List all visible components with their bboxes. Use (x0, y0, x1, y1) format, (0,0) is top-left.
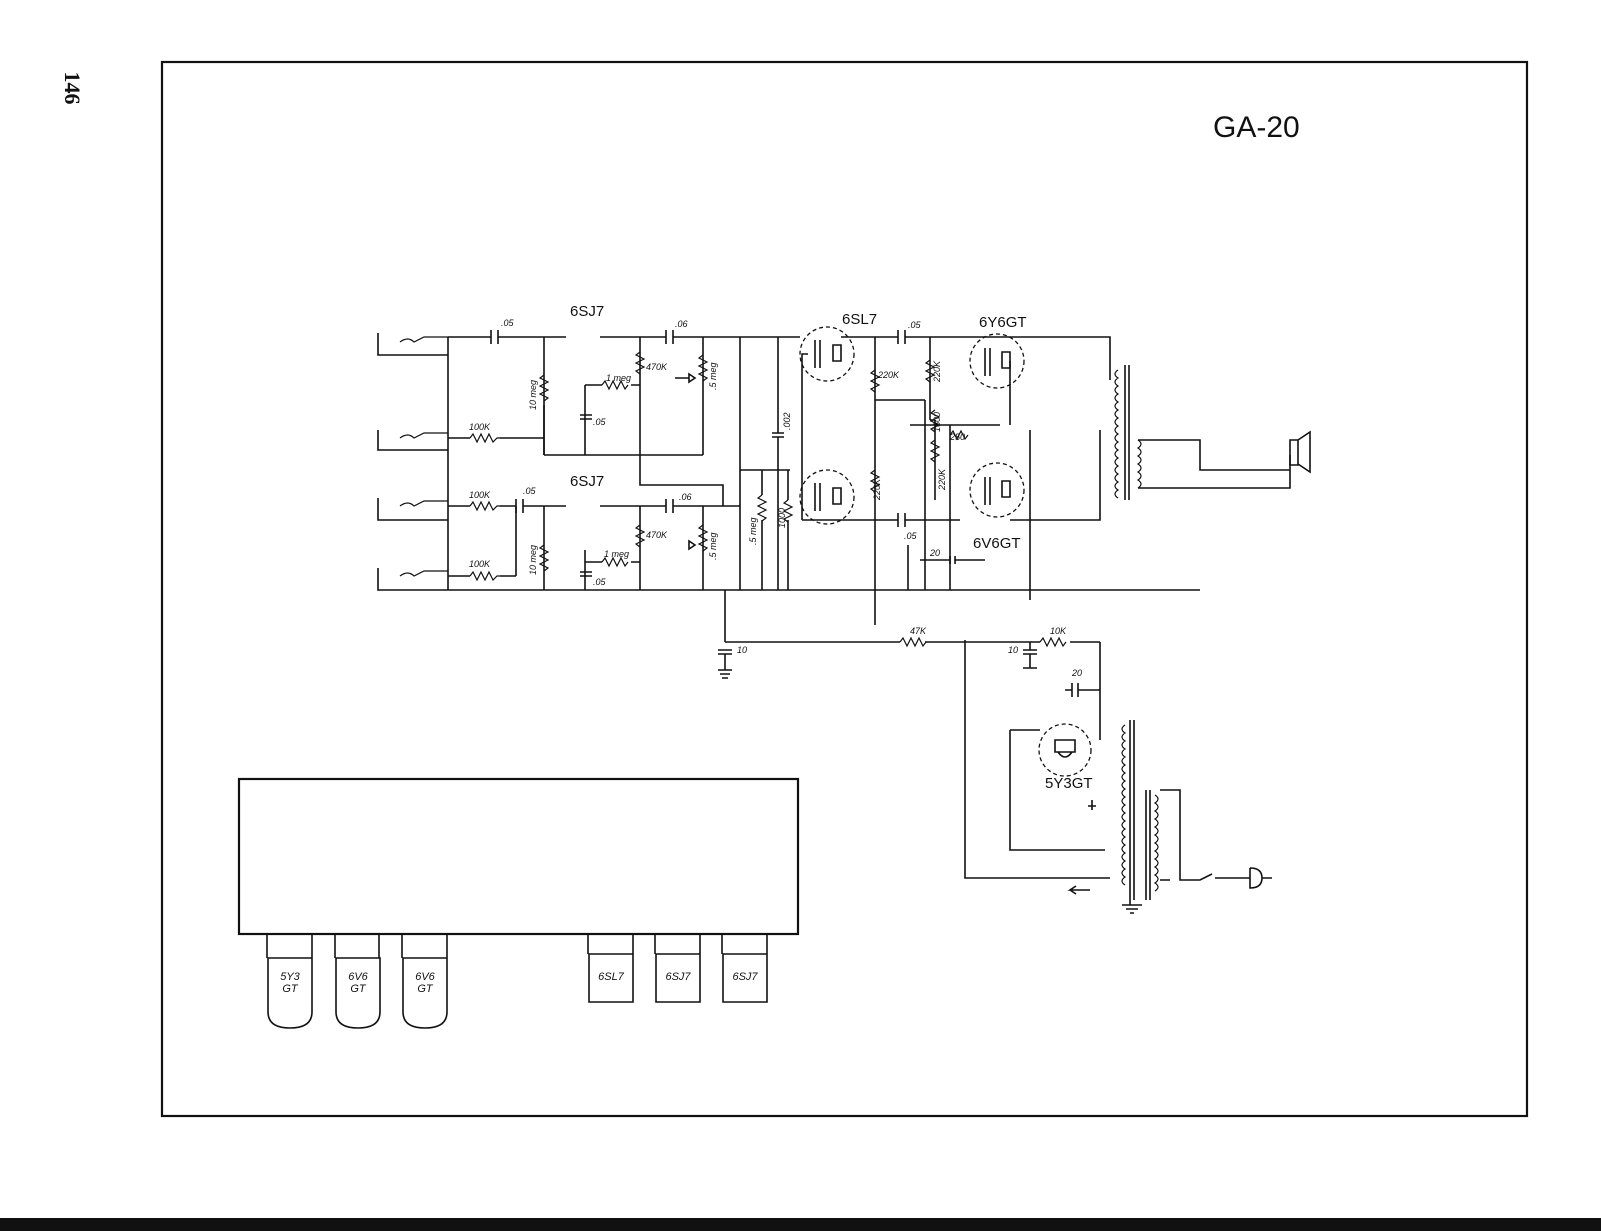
output-transformer (1115, 365, 1310, 500)
label-r-grid2: 10 meg (528, 544, 538, 575)
label-r-dec1: 47K (910, 626, 927, 636)
chassis-layout (239, 779, 798, 1028)
chassis-sub-3: GT (417, 983, 433, 995)
label-vol2: .5 meg (708, 532, 718, 560)
label-c-filt2: 10 (1008, 645, 1019, 655)
phase-inverter (800, 327, 1000, 625)
label-vol1: .5 meg (708, 362, 718, 390)
model-title: GA-20 (1213, 111, 1300, 144)
label-r-pi-plate2: 220K (932, 360, 942, 382)
label-c-coup2: .06 (679, 492, 692, 502)
page-bottom-edge (0, 1218, 1601, 1231)
label-c-in2: .05 (523, 486, 536, 496)
label-r-in2: 100K (469, 490, 491, 500)
label-r-tone: 1000 (777, 507, 787, 528)
label-r-screen1: 1 meg (606, 373, 632, 383)
chassis-tube-5 (655, 934, 700, 1002)
rectifier-stage (1010, 720, 1272, 913)
chassis-outline (239, 779, 798, 934)
tube-label-v1: 6SJ7 (570, 303, 605, 320)
label-r-plate1: 470K (646, 362, 668, 372)
tube-label-rectifier: 5Y3GT (1045, 775, 1093, 792)
page-number: 146 (60, 71, 85, 105)
label-c-coup1: .06 (675, 319, 688, 329)
tube-label-v2: 6SJ7 (570, 473, 605, 490)
label-r-dec2: 10K (1050, 626, 1067, 636)
channel-1-wiring (448, 330, 740, 455)
label-c-filt3: 20 (1072, 668, 1083, 678)
label-r-pi-plate1: 220K (878, 370, 900, 380)
tube-label-phase-inverter: 6SL7 (842, 311, 878, 328)
label-r-cathode: 250 (950, 432, 966, 442)
label-r-in3: 100K (469, 559, 491, 569)
chassis-tube-4 (588, 934, 633, 1002)
label-c-screen2: .05 (593, 577, 606, 587)
label-tone-pot: .5 meg (748, 517, 758, 545)
label-c-filt1: 10 (737, 645, 748, 655)
label-c-cathode: 20 (930, 548, 941, 558)
tone-network (740, 337, 800, 590)
label-c-screen1: .05 (593, 417, 606, 427)
label-r-in1: 100K (469, 422, 491, 432)
chassis-label-6: 6SJ7 (732, 971, 758, 983)
input-jacks (378, 333, 1200, 590)
label-r-grid1: 10 meg (528, 379, 538, 410)
label-c-in1: .05 (501, 318, 514, 328)
label-r-pi-mid: 220K (872, 478, 882, 500)
tube-label-output-top: 6Y6GT (979, 314, 1027, 331)
label-c-pi1: .05 (908, 320, 921, 330)
output-stage (970, 334, 1110, 600)
chassis-sub-2: GT (350, 983, 366, 995)
chassis-label-1: 5Y3 (280, 971, 300, 983)
chassis-sub-1: GT (282, 983, 298, 995)
label-r-pi-bias: 1500 (932, 411, 942, 432)
label-r-pi-mid2: 220K (937, 468, 947, 490)
chassis-label-2: 6V6 (348, 971, 368, 983)
chassis-label-3: 6V6 (415, 971, 435, 983)
tube-label-output-bottom: 6V6GT (973, 535, 1021, 552)
label-c-pi2: .05 (904, 531, 917, 541)
chassis-label-5: 6SJ7 (665, 971, 691, 983)
chassis-label-4: 6SL7 (598, 971, 624, 983)
chassis-tube-6 (722, 934, 767, 1002)
label-r-screen2: 1 meg (604, 549, 630, 559)
label-c-tone: .002 (782, 412, 792, 430)
label-r-plate2: 470K (646, 530, 668, 540)
